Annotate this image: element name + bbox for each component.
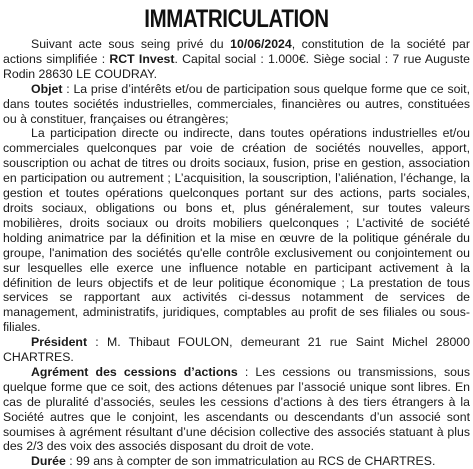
duree-paragraph	[3, 454, 470, 469]
objet-paragraph	[3, 82, 470, 127]
president-text: : M. Thibaut FOULON, demeurant 21 rue Saint Michel 28000 CHARTRES.	[3, 335, 470, 365]
objet-text: : La prise d’intérêts et/ou de participation sous quelque forme que ce soit, dans toutes sociétés industrielles, commerciales, financières ou autres, constituées ou à constituer, françaises ou étrangères;	[3, 81, 470, 126]
duree-text: : 99 ans à compter de son immatriculation au RCS de CHARTRES.	[65, 454, 436, 469]
objet-label: Objet	[31, 81, 63, 96]
company-name: RCT Invest	[109, 51, 175, 66]
intro-text-1: Suivant acte sous seing privé du	[31, 37, 231, 51]
president-label: Président	[31, 335, 88, 350]
agrement-text: : Les cessions ou transmissions, sous quelque forme que ce soit, des actions détenues par l’associé unique sont libres. En cas de pluralité d’associés, seules les cessions d’actions à des tiers étrangers à la Société autres que le conjoint, les ascendants ou descendants d’un associé sont soumises à agrément résultant d’une décision collective des associés statuant à plus des 2/3 des voix des associés disposant du droit de vote.	[3, 364, 470, 454]
act-date: 10/06/2024	[230, 37, 292, 51]
participation-paragraph	[3, 126, 470, 335]
intro-text-3: . Capital social : 1.000€. Siège social : 7 rue Auguste Rodin 28630 LE COUDRAY.	[3, 51, 470, 81]
intro-paragraph	[3, 37, 470, 82]
agrement-label: Agrément des cessions d’actions	[31, 364, 238, 379]
participation-text: La participation directe ou indirecte, dans toutes opérations industrielles et/ou commerciales quelconques par voie de création de sociétés nouvelles, apport, souscription ou achat de titres ou droits sociaux, fusion, prise en gestion, association en participation ou autrement ; L’acquisition, la souscription, l’aliénation, l’échange, la gestion et toutes opérations quelconques portant sur des actions, parts sociales, droits sociaux, obligations ou bons et, plus généralement, sur toutes valeurs mobilières, droits sociaux ou droits mobiliers quelconques ; L’activité de société holding animatrice par la définition et la mise en œuvre de la politique générale du groupe, l'animation des sociétés qu'elle contrôle exclusivement ou conjointement ou sur lesquelles elle exerce une influence notable en participant activement à la définition de leurs objectifs et de leur politique économique ; La prestation de tous services se rapportant aux activités ci-dessus notamment de services de management, administratifs, juridiques, comptables au profit de ses filiales ou sous-filiales.	[3, 126, 470, 335]
president-paragraph	[3, 335, 470, 365]
agrement-paragraph	[3, 365, 470, 454]
notice-title: IMMATRICULATION	[144, 5, 329, 33]
intro-text-2: , constitution de la société par actions simplifiée :	[3, 37, 470, 66]
duree-label: Durée	[31, 454, 66, 469]
